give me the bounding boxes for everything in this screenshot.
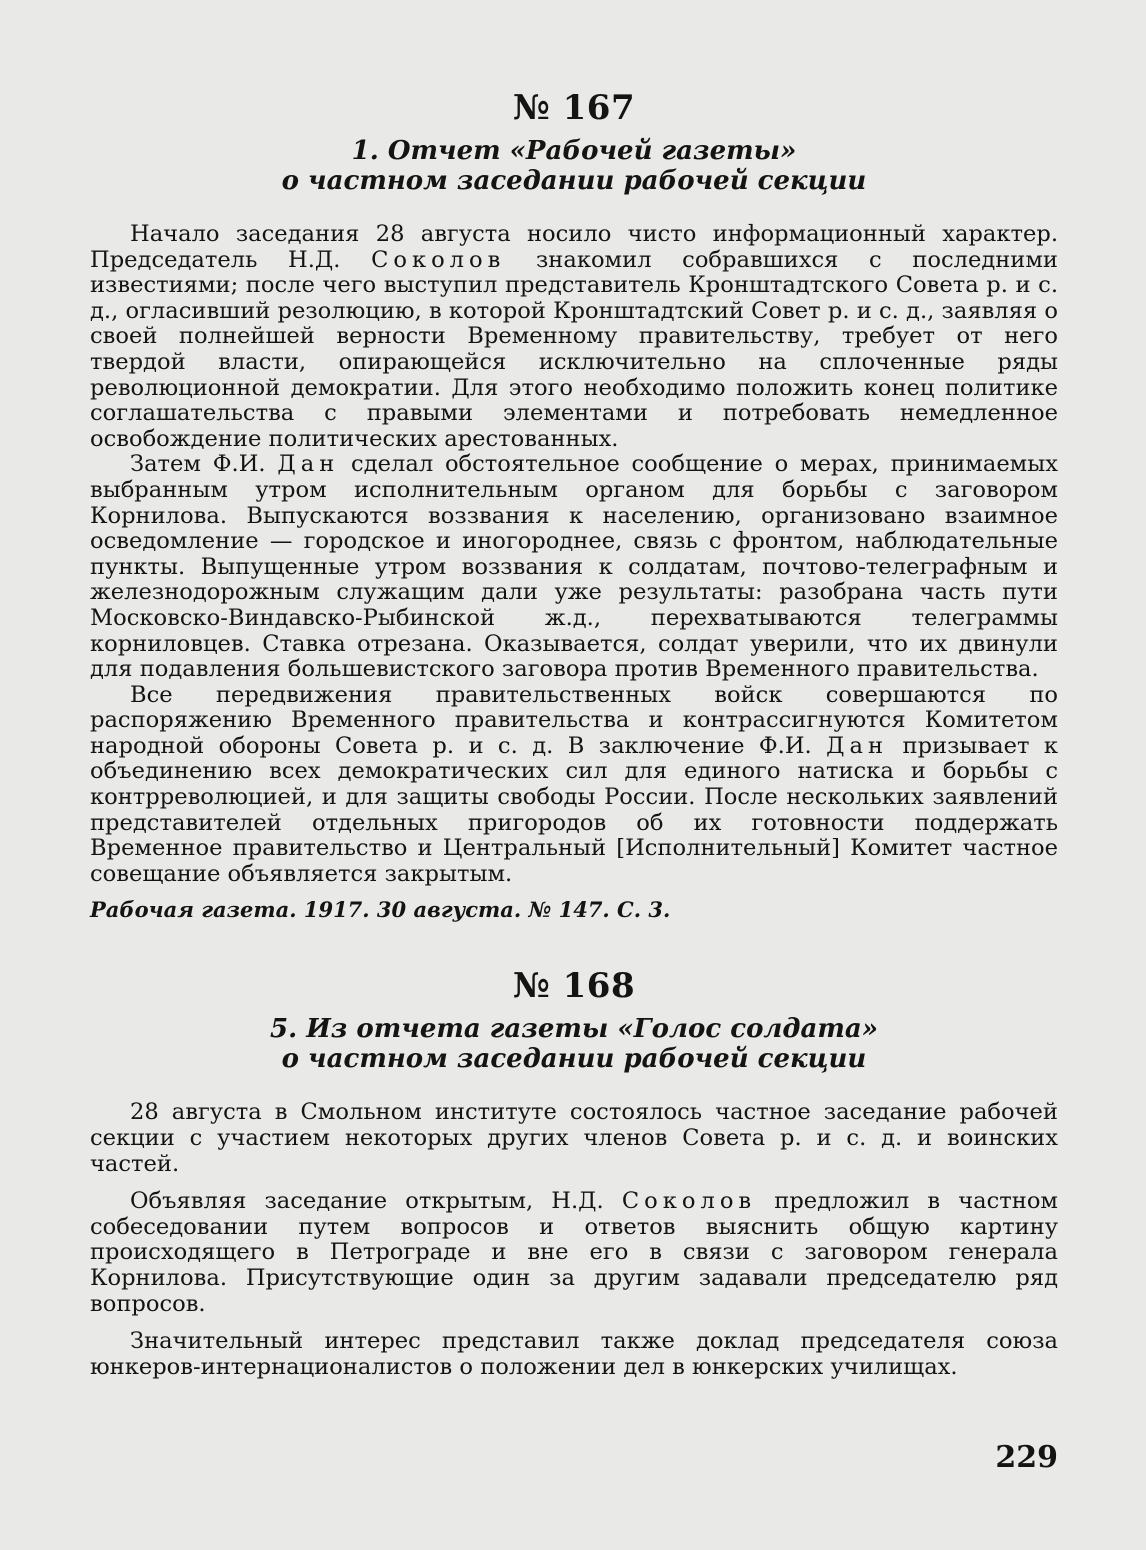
text-run: предложил в частном собеседовании путем вопросов и ответов выяснить общую картину происходящего в Петрограде и вне его в связи с заговором генерала Корнилова. Присутствующие один за другим задавали председателю ряд вопросов. [90, 1188, 1058, 1317]
paragraph [90, 1189, 1058, 1317]
person-name: Соколов [621, 1188, 757, 1215]
person-name: Дан [826, 732, 889, 759]
text-run: призывает к объединению всех демократических сил для единого натиска и борьбы с контрреволюцией, и для защиты свободы России. После нескольких заявлений представителей отдельных пригородов об их готовности поддержать Временное правительство и Центральный [Исполнительный] Комитет частное совещание объявляется закрытым. [90, 732, 1059, 887]
document-number: № 167 [512, 88, 636, 128]
text-run: знакомил собравшихся с последними известиями; после чего выступил представитель Кронштадтского Совета р. и с. д., огласивший резолюцию, в которой Кронштадтский Совет р. и с. д., заявляя о своей полнейшей верности Временному правительству, требует от него твердой власти, опирающейся исключительно на сплоченные ряды революционной демократии. Для этого необходимо положить конец политике соглашательства с правыми элементами и потребовать немедленное освобождение политических арестованных. [90, 246, 1058, 452]
paragraph: Значительный интерес представил также доклад председателя союза юнкеров-интернационалистов о положении дел в юнкерских училищах. [90, 1328, 1058, 1380]
title-line: 5. Из отчета газеты «Голос солдата» [270, 1014, 878, 1045]
document-167 [90, 88, 1058, 922]
text-run: сделал обстоятельное сообщение о мерах, принимаемых выбранным утром исполнительным органом для борьбы с заговором Корнилова. Выпускаются воззвания к населению, организовано взаимное осведомление — городское и иногороднее, связь с фронтом, наблюдательные пункты. Выпущенные утром воззвания к солдатам, почтово-телеграфным и железнодорожным служащим дали уже результаты: разобрана часть пути Московско-Виндавско-Рыбинской ж.д., перехватываются телеграммы корниловцев. Ставка отрезана. Оказывается, солдат уверили, что их двинули для подавления большевистского заговора против Временного правительства. [90, 451, 1058, 683]
document-title [90, 136, 1058, 196]
paragraph [90, 222, 1058, 452]
person-name: Дан [277, 451, 340, 478]
document-168 [90, 966, 1058, 1380]
page-content [90, 88, 1058, 1380]
title-line: о частном заседании рабочей секции [281, 1044, 867, 1075]
page-number: 229 [995, 1440, 1058, 1475]
text-run: Затем Ф.И. [130, 451, 278, 478]
paragraph: 28 августа в Смольном институте состоялось частное заседание рабочей секции с участием некоторых других членов Совета р. и с. д. и воинских частей. [90, 1099, 1058, 1177]
title-line: о частном заседании рабочей секции [281, 166, 867, 196]
paragraph [90, 683, 1058, 888]
paragraph [90, 452, 1058, 682]
text-run: Объявляя заседание открытым, Н.Д. [130, 1188, 622, 1215]
document-number: № 168 [512, 966, 636, 1007]
title-line: 1. Отчет «Рабочей газеты» [351, 136, 797, 166]
text-run: Начало заседания 28 августа носило чисто информационный характер. Председатель Н.Д. [90, 221, 1058, 273]
person-name: Соколов [371, 246, 506, 273]
text-run: Все передвижения правительственных войск совершаются по распоряжению Временного правительства и контрассигнуются Комитетом народной обороны Совета р. и с. д. В заключение Ф.И. [90, 681, 1058, 759]
document-title [90, 1014, 1058, 1074]
source-citation: Рабочая газета. 1917. 30 августа. № 147. С. 3. [90, 897, 671, 923]
